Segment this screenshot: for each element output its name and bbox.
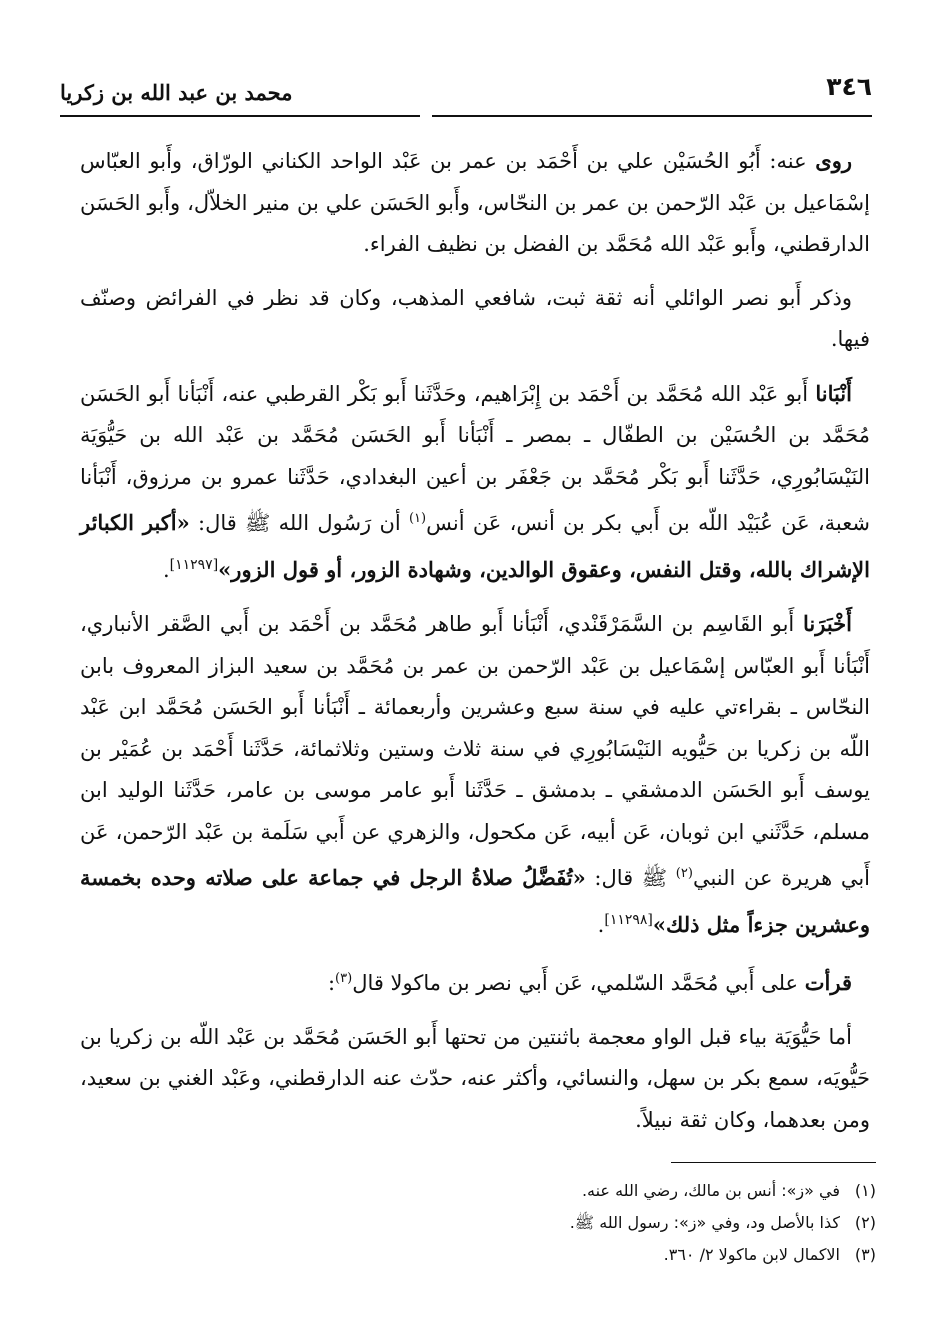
footnote-marker: (٣) [335,971,353,986]
footnote-number: (٣) [854,1245,876,1264]
footnote-number: (١) [854,1181,876,1200]
paragraph-end: . [597,912,605,937]
footnote-marker: (٢) [675,866,693,881]
paragraph-text-continued: ﷺ قال: [585,866,676,890]
paragraph-lead: أَخْبَرَنا [803,611,852,636]
footnote-text: كذا بالأصل ود، وفي «ز»: رسول الله ﷺ. [569,1213,840,1232]
paragraph [80,278,870,361]
paragraph-text: وذكر أَبو نصر الوائلي أنه ثقة ثبت، شافعي المذهب، وكان قد نظر في الفرائض وصنّف فيها. [80,285,870,351]
hadith-reference: [١١٢٩٨] [604,911,653,928]
page-number: ٣٤٦ [826,72,872,101]
footnote-rule [671,1162,876,1163]
paragraph-end: . [162,557,170,582]
header-rule-right [432,115,872,117]
paragraph [80,603,870,946]
paragraph-lead: قرأت [804,970,852,995]
footnote [80,1207,876,1239]
header-rule-left [60,115,420,117]
paragraph-text: عنه: أَبُو الحُسَيْن علي بن أَحْمَد بن عمر بن عَبْد الواحد الكناني الورّاق، وأَبو العبّاس إسْمَاعيل بن عَبْد الرّحمن بن عمر بن النحّاس، وأَبو الحَسَن علي بن منير الخلاّل، وأَبو الحَسَن الدارقطني، وأَبو عَبْد الله مُحَمَّد بن الفضل بن نظيف الفراء. [80,149,870,256]
paragraph-text: أَبو القَاسِم بن السَّمَرْقَنْدي، أَنْبَأنا أَبو طاهر مُحَمَّد بن أَحْمَد بن أَبي الصَّقر الأنباري، أَنْبَأنا أَبو العبّاس إسْمَاعيل بن عَبْد الرّحمن بن عمر بن مُحَمَّد بن سعيد البزاز المعروف بابن النحّاس ـ بقراءتي عليه في سنة سبع وعشرين وأربعمائة ـ أَنْبَأنا أَبو الحَسَن مُحَمَّد ابن عَبْد اللّه بن زكريا بن حَيُّويه النَيْسَابُورِي في سنة ثلاث وستين وثلاثمائة، حَدَّثَنا أَحْمَد بن عُمَيْر بن يوسف أَبو الحَسَن الدمشقي ـ بدمشق ـ حَدَّثَنا أَبو عامر موسى بن عامر، حَدَّثَنا الوليد ابن مسلم، حَدَّثَني ابن ثوبان، عَن أبيه، عَن مكحول، والزهري عن أَبي سَلَمة بن عَبْد الرّحمن، عَن أَبي هريرة عن النبي [80,612,870,890]
paragraph-text-continued: أن رَسُول الله ﷺ قال: [189,511,409,535]
hadith-text: «أكبر الكبائر الإشراك بالله، وقتل النفس، وعقوق الوالدين، وشهادة الزور، أو قول الزور» [80,510,870,582]
paragraph-lead: روى [815,148,852,173]
running-title: محمد بن عبد الله بن زكريا [60,80,293,105]
footnotes [80,1175,876,1271]
footnote [80,1175,876,1207]
hadith-reference: [١١٢٩٧] [169,556,219,573]
hadith-text: «تُفَضَّلُ صلاةُ الرجل في جماعة على صلاته وحده بخمسة وعشرين جزءاً مثل ذلك» [80,865,870,937]
footnote-text: الاكمال لابن ماكولا ٢/ ٣٦٠. [663,1245,840,1264]
paragraph-text-continued: : [327,971,336,995]
paragraph-lead: أَنْبَانا [815,380,852,406]
footnote [80,1239,876,1271]
footnote-text: في «ز»: أنس بن مالك، رضي الله عنه. [581,1181,840,1200]
paragraph-text: أما حَيُّوَيَة بياء قبل الواو معجمة باثنتين من تحتها أَبو الحَسَن مُحَمَّد بن عَبْد اللّه بن زكريا بن حَيُّويَه، سمع بكر بن سهل، والنسائي، وأكثر عنه، حدّث عنه الدارقطني، وعَبْد الغني بن سعيد، ومن بعدهما، وكان ثقة نبيلاً. [80,1024,870,1132]
paragraph [80,1017,870,1142]
paragraph [80,140,870,266]
footnote-marker: (١) [408,511,427,526]
footnote-number: (٢) [854,1213,876,1232]
paragraph-text: على أَبي مُحَمَّد السّلمي، عَن أَبي نصر بن ماكولا قال [352,971,805,995]
main-text [80,140,870,1153]
paragraph-text: أَبو عَبْد الله مُحَمَّد بن أَحْمَد بن إِبْرَاهيم، وحَدَّثَنا أَبو بَكْر القرطبي عنه، أَنْبَأنا أَبو الحَسَن مُحَمَّد بن الحُسَيْن بن الطفّال ـ بمصر ـ أَنْبَأنا أَبو الحَسَن مُحَمَّد بن عَبْد الله بن حَيُّوَيَة النَيْسَابُورِي، حَدَّثَنا أَبو بَكْر مُحَمَّد بن جَعْفَر بن أعين البغدادي، حَدَّثَنا عمرو بن مرزوق، أَنْبَأنا شعبة، عَن عُبَيْد اللّه بن أَبي بكر بن أنس، عَن أنس [80,381,870,535]
paragraph [80,958,870,1005]
paragraph [80,373,870,592]
